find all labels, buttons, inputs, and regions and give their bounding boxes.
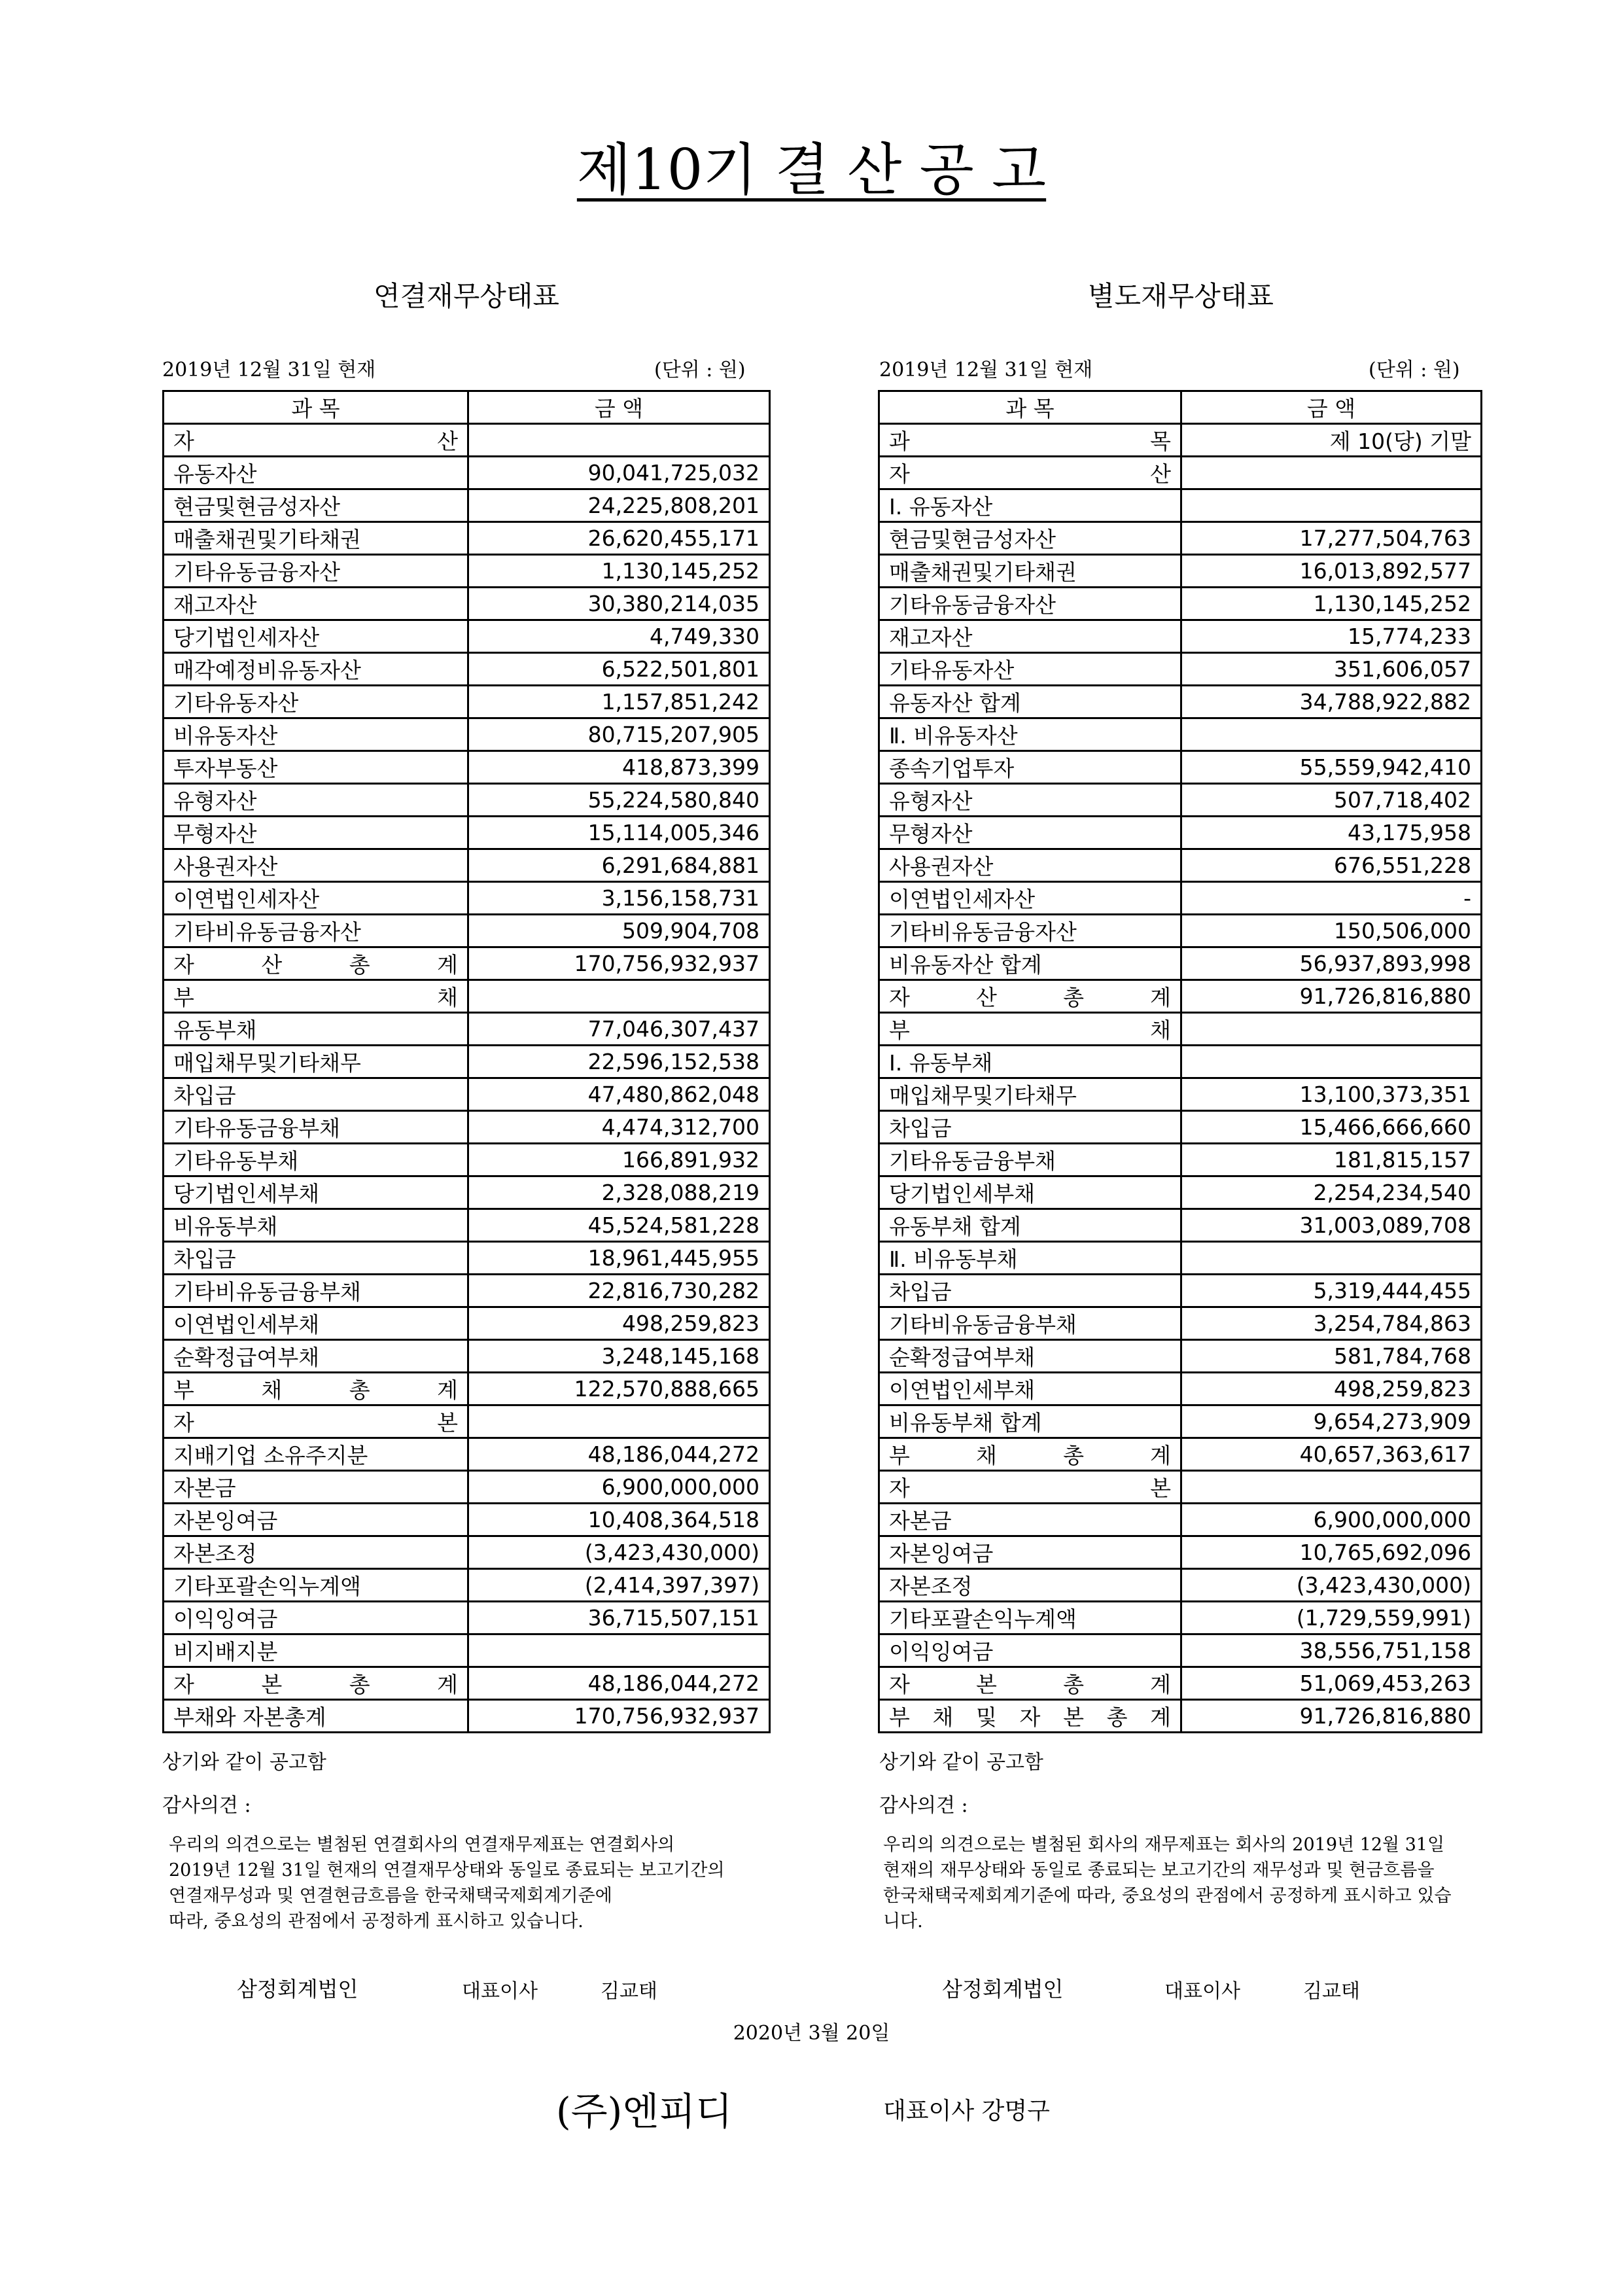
- account-amount: 509,904,708: [468, 915, 770, 947]
- account-label: 비유동부채 합계: [879, 1405, 1181, 1438]
- account-label: 순확정급여부채: [879, 1340, 1181, 1373]
- ceo-signature: 대표이사 강명구: [883, 2098, 1050, 2125]
- table-row: [879, 686, 1482, 718]
- account-label: 유동부채 합계: [879, 1209, 1181, 1242]
- table-header-row: [879, 391, 1482, 424]
- table-row: [879, 1209, 1482, 1242]
- account-label: 자 본: [164, 1405, 468, 1438]
- table-row: [164, 1046, 770, 1078]
- account-amount: [468, 980, 770, 1013]
- table-row: [164, 915, 770, 947]
- table-row: [879, 1569, 1482, 1602]
- table-row: [164, 980, 770, 1013]
- account-label: 사용권자산: [879, 849, 1181, 882]
- account-label: 매각예정비유동자산: [164, 653, 468, 686]
- right-balance-sheet-table: [878, 390, 1482, 1733]
- account-label: 자 본 총 계: [164, 1667, 468, 1700]
- table-row: [879, 1111, 1482, 1144]
- account-amount: 170,756,932,937: [468, 1700, 770, 1733]
- account-label: 유형자산: [164, 784, 468, 817]
- account-label: 자본잉여금: [164, 1504, 468, 1536]
- table-row: [879, 1667, 1482, 1700]
- account-label: 기타비유동금융부채: [879, 1307, 1181, 1340]
- account-amount: 24,225,808,201: [468, 489, 770, 522]
- account-label: 기타유동금융부채: [164, 1111, 468, 1144]
- account-amount: 15,774,233: [1181, 620, 1482, 653]
- left-audit-label: 감사의견 :: [162, 1794, 251, 1817]
- account-label: 기타유동금융자산: [879, 588, 1181, 620]
- right-date: 2019년 12월 31일 현재: [879, 359, 1093, 381]
- account-label: 재고자산: [879, 620, 1181, 653]
- account-amount: 4,749,330: [468, 620, 770, 653]
- account-label: 부 채 및 자 본 총 계: [879, 1700, 1181, 1733]
- table-row: [879, 653, 1482, 686]
- account-label: 현금및현금성자산: [164, 489, 468, 522]
- table-row: [164, 1176, 770, 1209]
- account-amount: 6,900,000,000: [468, 1471, 770, 1504]
- account-amount: 181,815,157: [1181, 1144, 1482, 1176]
- account-label: 기타유동자산: [164, 686, 468, 718]
- col-amount-header: 금 액: [468, 391, 770, 424]
- account-amount: 498,259,823: [468, 1307, 770, 1340]
- account-label: 매출채권및기타채권: [164, 522, 468, 555]
- account-amount: -: [1181, 882, 1482, 915]
- opinion-line: 따라, 중요성의 관점에서 공정하게 표시하고 있습니다.: [169, 1911, 584, 1932]
- account-label: 매출채권및기타채권: [879, 555, 1181, 588]
- account-label: 차입금: [879, 1111, 1181, 1144]
- table-row: [164, 1013, 770, 1046]
- account-amount: [468, 1634, 770, 1667]
- account-label: 사용권자산: [164, 849, 468, 882]
- account-amount: 45,524,581,228: [468, 1209, 770, 1242]
- account-label: 무형자산: [164, 817, 468, 849]
- table-row: [879, 555, 1482, 588]
- table-row: [164, 1438, 770, 1471]
- table-row: [164, 424, 770, 457]
- account-amount: 2,254,234,540: [1181, 1176, 1482, 1209]
- table-row: [879, 1405, 1482, 1438]
- account-label: 부채와 자본총계: [164, 1700, 468, 1733]
- right-note: 상기와 같이 공고함: [879, 1751, 1043, 1774]
- account-amount: (2,414,397,397): [468, 1569, 770, 1602]
- account-label: 부 채 총 계: [879, 1438, 1181, 1471]
- table-row: [879, 915, 1482, 947]
- opinion-line: 우리의 의견으로는 별첨된 연결회사의 연결재무제표는 연결회사의: [169, 1835, 675, 1855]
- right-statement-heading: 별도재무상태표: [1087, 280, 1274, 312]
- account-label: 차입금: [164, 1242, 468, 1275]
- account-label: 자 산 총 계: [164, 947, 468, 980]
- account-label: 기타비유동금융부채: [164, 1275, 468, 1307]
- account-label: 현금및현금성자산: [879, 522, 1181, 555]
- account-label: 비유동자산: [164, 718, 468, 751]
- table-row: [164, 1307, 770, 1340]
- table-row: [164, 751, 770, 784]
- table-row: [164, 522, 770, 555]
- right-audit-opinion: [883, 1832, 1511, 1934]
- account-amount: 16,013,892,577: [1181, 555, 1482, 588]
- account-amount: 제 10(당) 기말: [1181, 424, 1482, 457]
- account-amount: 581,784,768: [1181, 1340, 1482, 1373]
- table-row: [879, 1700, 1482, 1733]
- account-amount: [1181, 1471, 1482, 1504]
- table-row: [879, 1013, 1482, 1046]
- table-row: [164, 1634, 770, 1667]
- account-amount: 55,224,580,840: [468, 784, 770, 817]
- account-amount: [1181, 1013, 1482, 1046]
- account-label: 유동자산: [164, 457, 468, 489]
- table-row: [164, 1405, 770, 1438]
- account-amount: 36,715,507,151: [468, 1602, 770, 1634]
- account-amount: 80,715,207,905: [468, 718, 770, 751]
- account-label: 기타유동자산: [879, 653, 1181, 686]
- account-label: 자본금: [164, 1471, 468, 1504]
- account-label: 순확정급여부채: [164, 1340, 468, 1373]
- account-amount: (3,423,430,000): [468, 1536, 770, 1569]
- table-row: [879, 1504, 1482, 1536]
- table-row: [879, 522, 1482, 555]
- account-label: 차입금: [164, 1078, 468, 1111]
- account-amount: [1181, 457, 1482, 489]
- account-amount: 15,466,666,660: [1181, 1111, 1482, 1144]
- table-row: [164, 1667, 770, 1700]
- table-row: [164, 947, 770, 980]
- account-amount: 351,606,057: [1181, 653, 1482, 686]
- opinion-line: 우리의 의견으로는 별첨된 회사의 재무제표는 회사의 2019년 12월 31일: [883, 1835, 1445, 1855]
- company-name: (주)엔피디: [556, 2089, 733, 2134]
- account-amount: [1181, 489, 1482, 522]
- table-row: [164, 1373, 770, 1405]
- table-row: [164, 1078, 770, 1111]
- table-row: [879, 1438, 1482, 1471]
- table-row: [164, 1700, 770, 1733]
- table-row: [164, 1111, 770, 1144]
- account-amount: 122,570,888,665: [468, 1373, 770, 1405]
- left-balance-sheet-table: [162, 390, 771, 1733]
- account-amount: 1,130,145,252: [468, 555, 770, 588]
- account-label: 이연법인세부채: [164, 1307, 468, 1340]
- account-amount: (3,423,430,000): [1181, 1569, 1482, 1602]
- account-amount: 48,186,044,272: [468, 1438, 770, 1471]
- account-label: 비지배지분: [164, 1634, 468, 1667]
- account-label: 매입채무및기타채무: [879, 1078, 1181, 1111]
- table-row: [879, 1536, 1482, 1569]
- account-label: 자 산: [164, 424, 468, 457]
- left-note: 상기와 같이 공고함: [162, 1751, 326, 1774]
- account-label: 재고자산: [164, 588, 468, 620]
- account-amount: 3,156,158,731: [468, 882, 770, 915]
- account-amount: 43,175,958: [1181, 817, 1482, 849]
- account-amount: 22,596,152,538: [468, 1046, 770, 1078]
- table-row: [879, 1046, 1482, 1078]
- table-row: [879, 1176, 1482, 1209]
- account-label: 당기법인세자산: [164, 620, 468, 653]
- account-amount: [1181, 1242, 1482, 1275]
- table-row: [879, 424, 1482, 457]
- account-amount: 150,506,000: [1181, 915, 1482, 947]
- account-amount: 48,186,044,272: [468, 1667, 770, 1700]
- col-item-header: 과 목: [879, 391, 1181, 424]
- account-amount: 91,726,816,880: [1181, 980, 1482, 1013]
- account-label: 이익잉여금: [164, 1602, 468, 1634]
- table-row: [879, 588, 1482, 620]
- account-label: 지배기업 소유주지분: [164, 1438, 468, 1471]
- account-amount: 10,408,364,518: [468, 1504, 770, 1536]
- account-label: 자 본: [879, 1471, 1181, 1504]
- opinion-line: 현재의 재무상태와 동일로 종료되는 보고기간의 재무성과 및 현금흐름을: [883, 1860, 1435, 1881]
- table-row: [879, 817, 1482, 849]
- account-amount: 2,328,088,219: [468, 1176, 770, 1209]
- left-date: 2019년 12월 31일 현재: [162, 359, 376, 381]
- account-label: 유동자산 합계: [879, 686, 1181, 718]
- table-row: [879, 620, 1482, 653]
- table-row: [164, 588, 770, 620]
- account-label: 기타유동금융자산: [164, 555, 468, 588]
- table-row: [164, 882, 770, 915]
- account-label: 이익잉여금: [879, 1634, 1181, 1667]
- account-label: 무형자산: [879, 817, 1181, 849]
- table-row: [164, 1536, 770, 1569]
- table-row: [164, 457, 770, 489]
- table-row: [879, 882, 1482, 915]
- account-label: 기타비유동금융자산: [879, 915, 1181, 947]
- table-row: [879, 489, 1482, 522]
- account-label: 자본금: [879, 1504, 1181, 1536]
- table-row: [164, 1242, 770, 1275]
- account-label: 이연법인세부채: [879, 1373, 1181, 1405]
- col-amount-header: 금 액: [1181, 391, 1482, 424]
- account-label: 비유동자산 합계: [879, 947, 1181, 980]
- table-row: [164, 1569, 770, 1602]
- table-row: [879, 1242, 1482, 1275]
- table-row: [879, 1634, 1482, 1667]
- account-amount: 13,100,373,351: [1181, 1078, 1482, 1111]
- account-amount: [1181, 718, 1482, 751]
- table-row: [879, 1471, 1482, 1504]
- account-amount: 676,551,228: [1181, 849, 1482, 882]
- account-amount: 34,788,922,882: [1181, 686, 1482, 718]
- account-label: 종속기업투자: [879, 751, 1181, 784]
- right-audit-label: 감사의견 :: [879, 1794, 968, 1817]
- account-label: 자본조정: [879, 1569, 1181, 1602]
- account-label: 과 목: [879, 424, 1181, 457]
- account-label: 매입채무및기타채무: [164, 1046, 468, 1078]
- account-amount: 55,559,942,410: [1181, 751, 1482, 784]
- account-amount: 166,891,932: [468, 1144, 770, 1176]
- account-amount: (1,729,559,991): [1181, 1602, 1482, 1634]
- account-amount: 4,474,312,700: [468, 1111, 770, 1144]
- account-amount: [468, 424, 770, 457]
- account-amount: [1181, 1046, 1482, 1078]
- table-row: [164, 1471, 770, 1504]
- account-amount: 3,254,784,863: [1181, 1307, 1482, 1340]
- account-amount: 22,816,730,282: [468, 1275, 770, 1307]
- account-label: 기타유동금융부채: [879, 1144, 1181, 1176]
- account-label: 부 채 총 계: [164, 1373, 468, 1405]
- table-row: [164, 817, 770, 849]
- table-row: [879, 718, 1482, 751]
- account-amount: 40,657,363,617: [1181, 1438, 1482, 1471]
- account-amount: 1,157,851,242: [468, 686, 770, 718]
- account-label: 부 채: [879, 1013, 1181, 1046]
- account-label: 유형자산: [879, 784, 1181, 817]
- account-label: 당기법인세부채: [164, 1176, 468, 1209]
- left-audit-opinion: [169, 1832, 777, 1934]
- account-label: Ⅰ. 유동부채: [879, 1046, 1181, 1078]
- account-label: 이연법인세자산: [164, 882, 468, 915]
- account-label: 부 채: [164, 980, 468, 1013]
- table-row: [879, 457, 1482, 489]
- account-amount: 9,654,273,909: [1181, 1405, 1482, 1438]
- table-row: [164, 718, 770, 751]
- left-rep-name: 김교태: [601, 1980, 657, 2003]
- table-row: [879, 784, 1482, 817]
- right-rep-name: 김교태: [1303, 1980, 1360, 2003]
- left-unit: (단위 : 원): [654, 359, 746, 381]
- account-label: 자 본 총 계: [879, 1667, 1181, 1700]
- table-row: [164, 620, 770, 653]
- account-label: 자본잉여금: [879, 1536, 1181, 1569]
- table-row: [164, 1209, 770, 1242]
- table-header-row: [164, 391, 770, 424]
- account-amount: [468, 1405, 770, 1438]
- table-row: [879, 849, 1482, 882]
- account-label: 투자부동산: [164, 751, 468, 784]
- opinion-line: 한국채택국제회계기준에 따라, 중요성의 관점에서 공정하게 표시하고 있습: [883, 1886, 1452, 1906]
- opinion-line: 연결재무성과 및 연결현금흐름을 한국채택국제회계기준에: [169, 1886, 612, 1906]
- account-amount: 418,873,399: [468, 751, 770, 784]
- account-label: 기타유동부채: [164, 1144, 468, 1176]
- left-auditor: 삼정회계법인: [237, 1977, 358, 2002]
- table-row: [164, 489, 770, 522]
- account-label: 기타비유동금융자산: [164, 915, 468, 947]
- right-rep-title: 대표이사: [1164, 1980, 1240, 2003]
- table-row: [879, 947, 1482, 980]
- table-row: [164, 1144, 770, 1176]
- table-row: [879, 1144, 1482, 1176]
- account-label: 차입금: [879, 1275, 1181, 1307]
- account-amount: 498,259,823: [1181, 1373, 1482, 1405]
- account-amount: 77,046,307,437: [468, 1013, 770, 1046]
- table-row: [164, 1275, 770, 1307]
- account-amount: 38,556,751,158: [1181, 1634, 1482, 1667]
- account-amount: 1,130,145,252: [1181, 588, 1482, 620]
- table-row: [164, 849, 770, 882]
- table-row: [164, 784, 770, 817]
- account-amount: 51,069,453,263: [1181, 1667, 1482, 1700]
- account-amount: 5,319,444,455: [1181, 1275, 1482, 1307]
- account-label: Ⅰ. 유동자산: [879, 489, 1181, 522]
- account-amount: 26,620,455,171: [468, 522, 770, 555]
- account-amount: 30,380,214,035: [468, 588, 770, 620]
- account-amount: 18,961,445,955: [468, 1242, 770, 1275]
- account-amount: 15,114,005,346: [468, 817, 770, 849]
- account-amount: 6,900,000,000: [1181, 1504, 1482, 1536]
- account-label: 기타포괄손익누계액: [879, 1602, 1181, 1634]
- left-statement-heading: 연결재무상태표: [373, 280, 559, 312]
- account-amount: 17,277,504,763: [1181, 522, 1482, 555]
- opinion-line: 2019년 12월 31일 현재의 연결재무상태와 동일로 종료되는 보고기간의: [169, 1860, 725, 1881]
- account-amount: 56,937,893,998: [1181, 947, 1482, 980]
- right-unit: (단위 : 원): [1369, 359, 1460, 381]
- account-label: 자본조정: [164, 1536, 468, 1569]
- account-label: 이연법인세자산: [879, 882, 1181, 915]
- account-label: 비유동부채: [164, 1209, 468, 1242]
- table-row: [164, 1340, 770, 1373]
- account-label: 자 산 총 계: [879, 980, 1181, 1013]
- table-row: [879, 751, 1482, 784]
- account-amount: 47,480,862,048: [468, 1078, 770, 1111]
- account-amount: 6,522,501,801: [468, 653, 770, 686]
- table-row: [879, 1307, 1482, 1340]
- account-amount: 31,003,089,708: [1181, 1209, 1482, 1242]
- account-label: 유동부채: [164, 1013, 468, 1046]
- account-label: 당기법인세부채: [879, 1176, 1181, 1209]
- table-row: [879, 980, 1482, 1013]
- account-amount: 6,291,684,881: [468, 849, 770, 882]
- table-row: [164, 1504, 770, 1536]
- account-label: Ⅱ. 비유동부채: [879, 1242, 1181, 1275]
- table-row: [879, 1078, 1482, 1111]
- col-item-header: 과 목: [164, 391, 468, 424]
- right-auditor: 삼정회계법인: [942, 1977, 1064, 2002]
- table-row: [164, 653, 770, 686]
- table-row: [879, 1275, 1482, 1307]
- table-row: [164, 1602, 770, 1634]
- opinion-line: 니다.: [883, 1911, 923, 1932]
- table-row: [879, 1340, 1482, 1373]
- account-amount: 507,718,402: [1181, 784, 1482, 817]
- account-amount: 170,756,932,937: [468, 947, 770, 980]
- account-amount: 91,726,816,880: [1181, 1700, 1482, 1733]
- account-amount: 3,248,145,168: [468, 1340, 770, 1373]
- account-label: 기타포괄손익누계액: [164, 1569, 468, 1602]
- account-amount: 10,765,692,096: [1181, 1536, 1482, 1569]
- account-amount: 90,041,725,032: [468, 457, 770, 489]
- page-title: 제10기 결 산 공 고: [576, 137, 1047, 203]
- announcement-date: 2020년 3월 20일: [733, 2022, 890, 2045]
- account-label: 자 산: [879, 457, 1181, 489]
- table-row: [164, 555, 770, 588]
- left-rep-title: 대표이사: [462, 1980, 538, 2003]
- account-label: Ⅱ. 비유동자산: [879, 718, 1181, 751]
- table-row: [879, 1602, 1482, 1634]
- table-row: [879, 1373, 1482, 1405]
- table-row: [164, 686, 770, 718]
